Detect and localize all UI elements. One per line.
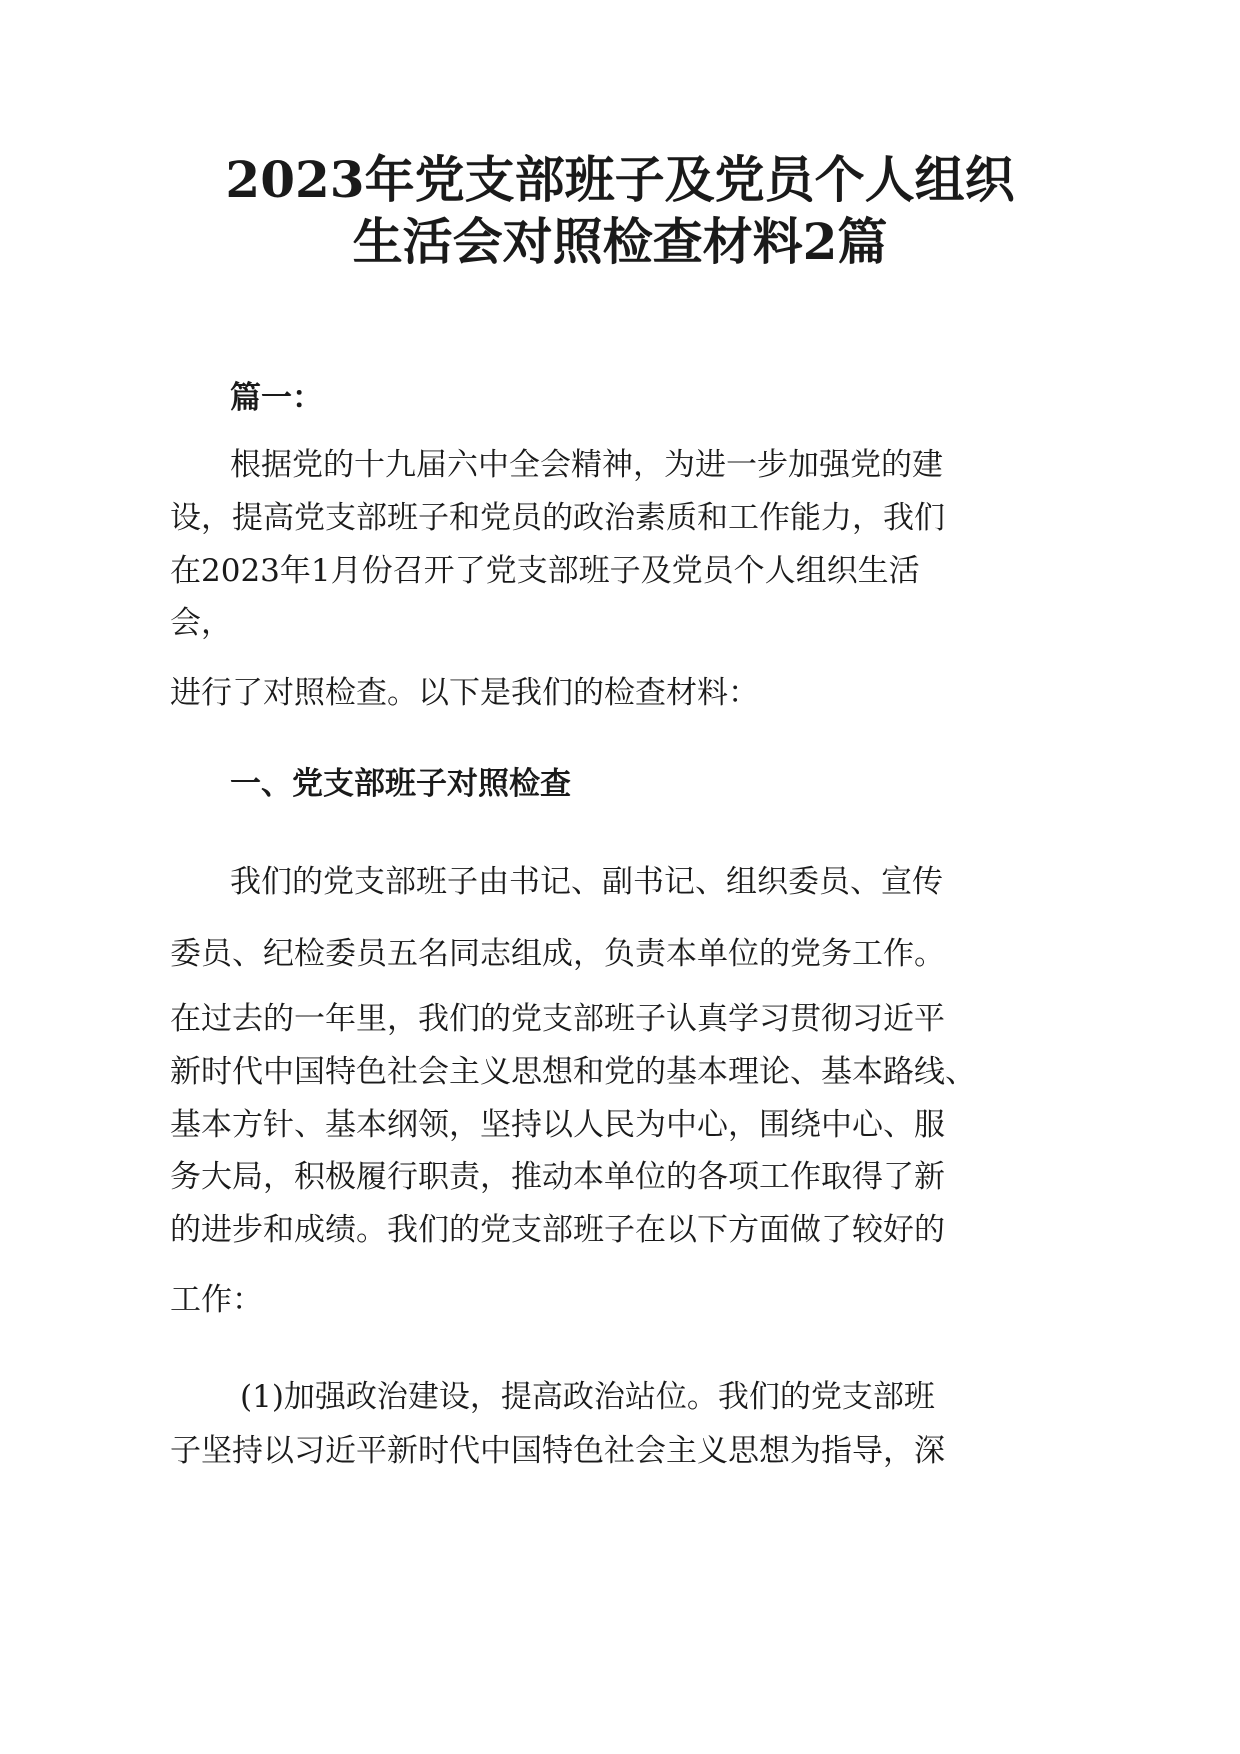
section-1-line: 新时代中国特色社会主义思想和党的基本理论、基本路线、 <box>170 1054 976 1090</box>
item-1-line: 子坚持以习近平新时代中国特色社会主义思想为指导，深 <box>170 1433 945 1469</box>
intro-line: 在2023年1月份召开了党支部班子及党员个人组织生活 <box>170 553 920 589</box>
section-1-line: 我们的党支部班子由书记、副书记、组织委员、宣传 <box>230 864 943 900</box>
section-1-line: 委员、纪检委员五名同志组成，负责本单位的党务工作。 <box>170 936 945 972</box>
section-1-line: 基本方针、基本纲领，坚持以人民为中心，围绕中心、服 <box>170 1107 945 1143</box>
section-1-line: 在过去的一年里，我们的党支部班子认真学习贯彻习近平 <box>170 1001 945 1037</box>
section-1-heading: 一、党支部班子对照检查 <box>230 766 571 802</box>
section-1-line: 的进步和成绩。我们的党支部班子在以下方面做了较好的 <box>170 1212 945 1248</box>
intro-line: 根据党的十九届六中全会精神，为进一步加强党的建 <box>230 447 943 483</box>
document-title-line-2: 生活会对照检查材料2篇 <box>352 212 888 271</box>
document-title-line-1: 2023年党支部班子及党员个人组织 <box>225 150 1015 209</box>
intro-line: 进行了对照检查。以下是我们的检查材料： <box>170 675 759 711</box>
intro-line: 会， <box>170 605 232 641</box>
intro-line: 设，提高党支部班子和党员的政治素质和工作能力，我们 <box>170 500 945 536</box>
section-1-line: 务大局，积极履行职责，推动本单位的各项工作取得了新 <box>170 1159 945 1195</box>
item-1-line: (1)加强政治建设，提高政治站位。我们的党支部班 <box>240 1379 935 1415</box>
section-1-line: 工作： <box>170 1282 263 1318</box>
part-heading: 篇一： <box>230 380 323 416</box>
